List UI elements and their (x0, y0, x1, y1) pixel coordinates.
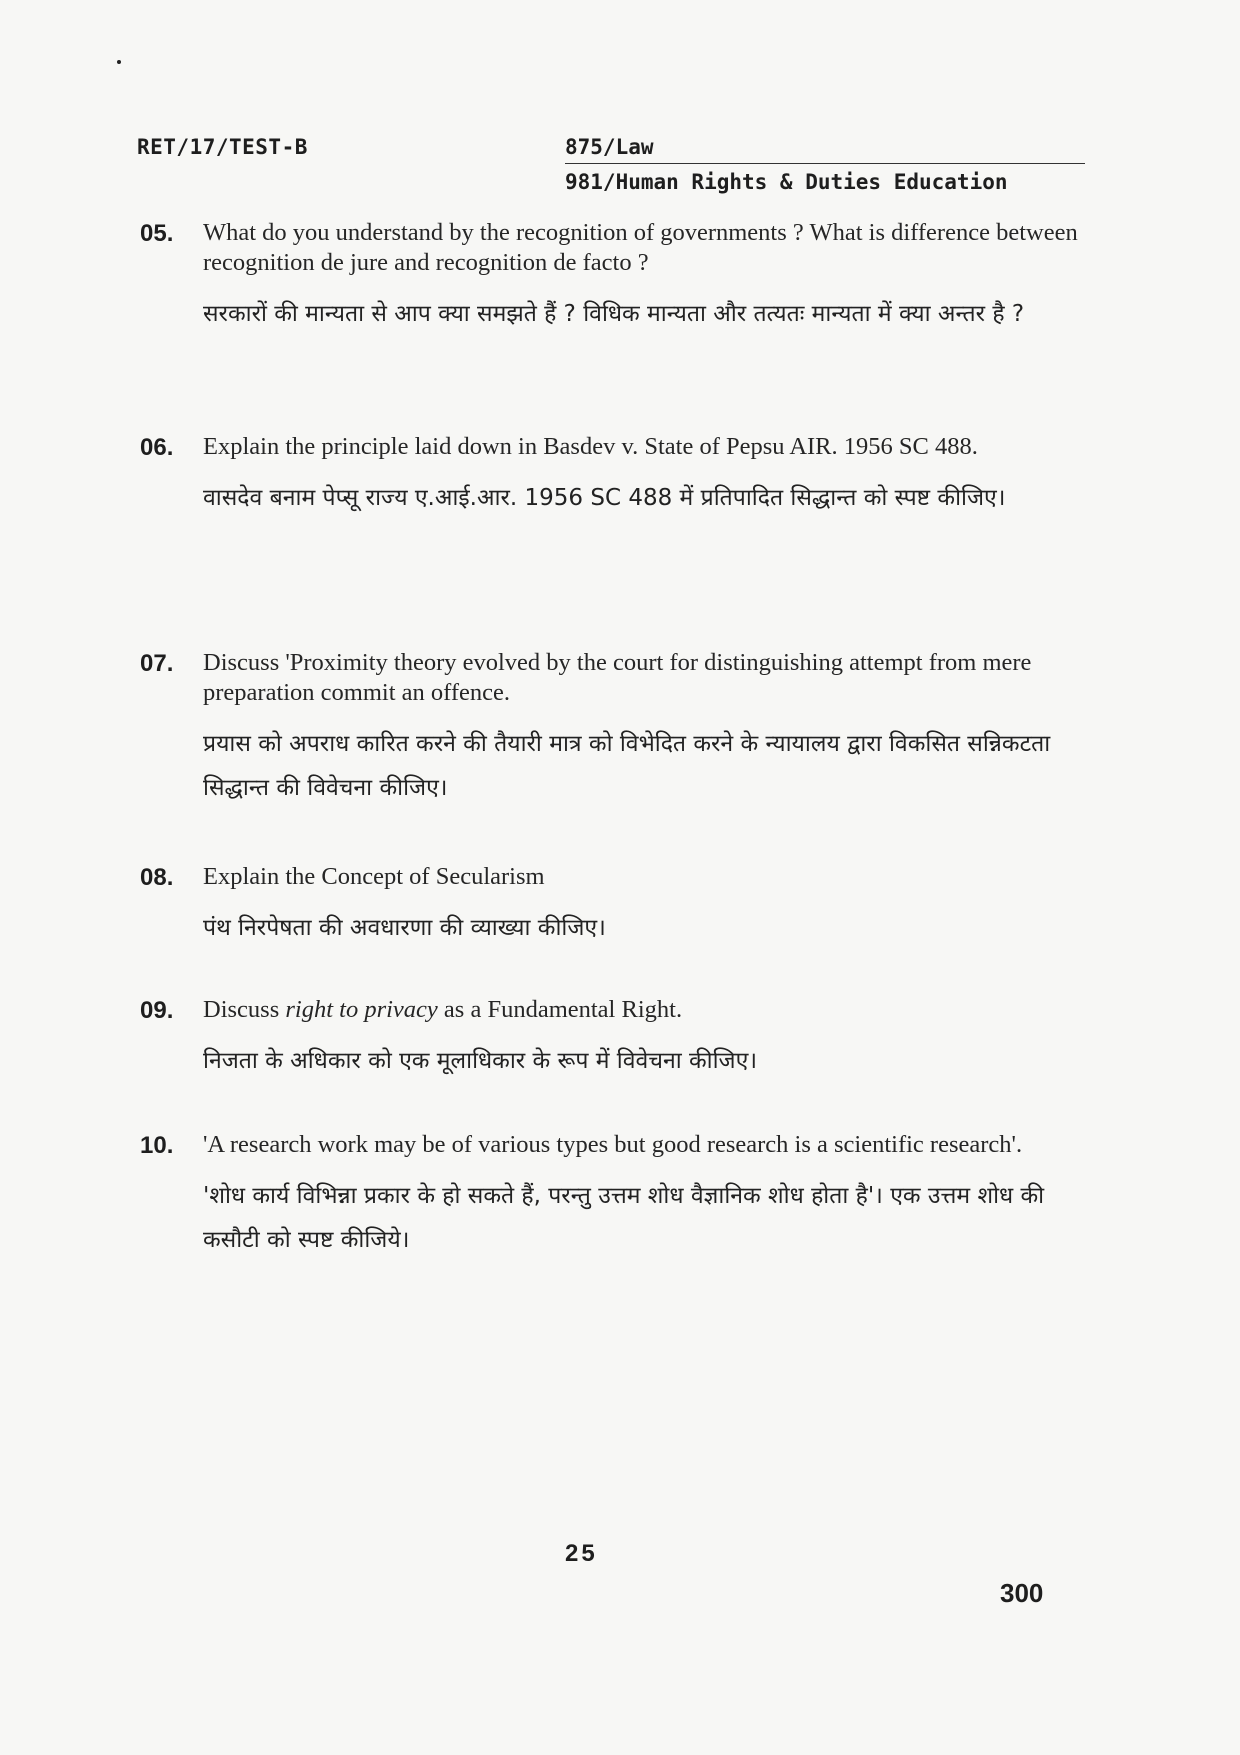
question-english-post: as a Fundamental Right. (437, 996, 683, 1023)
question-english (203, 995, 1090, 1025)
page-number: 25 (565, 1540, 598, 1567)
question-hindi: वासदेव बनाम पेप्सू राज्य ए.आई.आर. 1956 SC 488 में प्रतिपादित सिद्धान्त को स्पष्ट कीजिए। (203, 485, 1006, 511)
question-07 (140, 648, 1090, 810)
question-hindi: निजता के अधिकार को एक मूलाधिकार के रूप में विवेचना कीजिए। (203, 1048, 758, 1074)
question-hindi: पंथ निरपेषता की अवधारणा की व्याख्या कीजिए। (203, 915, 606, 941)
question-number: 07. (140, 650, 174, 677)
question-english: Explain the Concept of Secularism (203, 863, 545, 890)
question-english-emphasis: right to privacy (285, 996, 438, 1023)
subject-header (565, 135, 1085, 194)
question-10 (140, 1130, 1090, 1262)
page-total: 300 (1000, 1578, 1044, 1608)
question-hindi: सरकारों की मान्यता से आप क्या समझते हैं ? विधिक मान्यता और तत्यतः मान्यता में क्या अन्तर है ? (203, 301, 1025, 327)
question-english-pre: Discuss (203, 996, 286, 1023)
question-09 (140, 995, 1090, 1083)
question-english: Explain the principle laid down in Basdev v. State of Pepsu AIR. 1956 SC 488. (203, 433, 978, 460)
question-number: 10. (140, 1132, 174, 1159)
subject-sub: 981/Human Rights & Duties Education (565, 170, 1008, 194)
subject-code: 875/Law (565, 135, 1085, 164)
question-number: 09. (140, 997, 174, 1024)
question-number: 05. (140, 220, 174, 247)
question-hindi: प्रयास को अपराध कारित करने की तैयारी मात्र को विभेदित करने के न्यायालय द्वारा विकसित सन्निकटता सिद्धान्त की विवेचना कीजिए। (203, 731, 1051, 801)
question-06 (140, 432, 1090, 520)
question-hindi: 'शोध कार्य विभिन्ना प्रकार के हो सकते हैं, परन्तु उत्तम शोध वैज्ञानिक शोध होता है'। एक उत्तम शोध की कसौटी को स्पष्ट कीजिये। (203, 1183, 1045, 1253)
question-number: 06. (140, 434, 174, 461)
question-08 (140, 862, 1090, 950)
question-number: 08. (140, 864, 174, 891)
question-english: What do you understand by the recognition of governments ? What is difference between recognition de jure and recognition de facto ? (203, 219, 1078, 276)
scan-dot (117, 60, 121, 64)
question-05 (140, 218, 1090, 336)
question-english: 'A research work may be of various types but good research is a scientific research'. (203, 1131, 1023, 1158)
test-code: RET/17/TEST-B (137, 135, 308, 159)
question-english: Discuss 'Proximity theory evolved by the court for distinguishing attempt from mere preparation commit an offence. (203, 649, 1032, 706)
